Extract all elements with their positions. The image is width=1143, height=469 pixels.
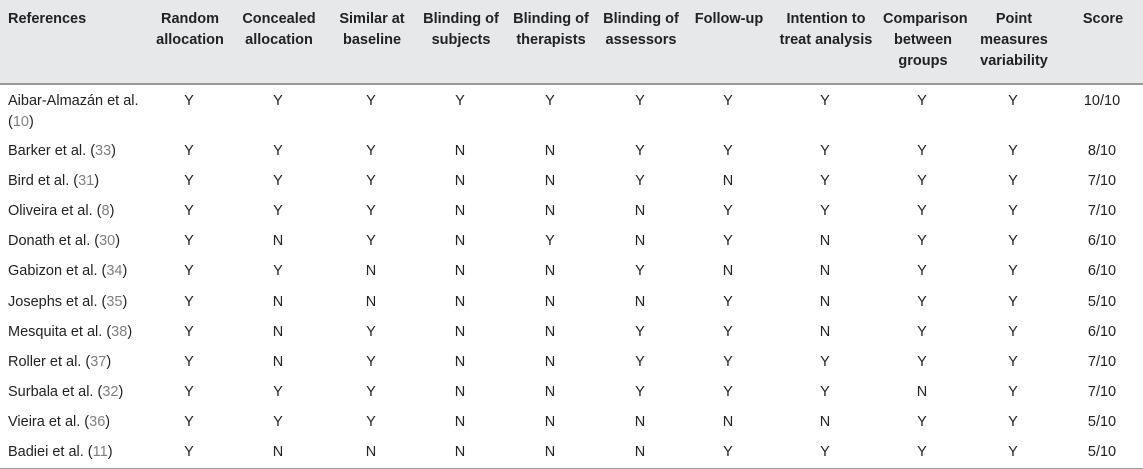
criterion-cell: Y bbox=[917, 93, 927, 109]
criterion-cell: Y bbox=[1008, 323, 1018, 340]
criterion-cell: Y bbox=[184, 384, 194, 401]
criterion-cell: N bbox=[454, 172, 466, 189]
criterion-cell: N bbox=[454, 414, 466, 431]
reference-cell: Bird et al. (31) bbox=[8, 172, 100, 189]
criterion-cell: N bbox=[544, 353, 556, 370]
author-name: Gabizon et al. bbox=[8, 263, 98, 280]
criterion-cell: Y bbox=[1008, 202, 1018, 219]
score-cell: 5/10 bbox=[1087, 414, 1117, 431]
criterion-cell: Y bbox=[917, 353, 927, 370]
criterion-cell: Y bbox=[723, 142, 733, 159]
reference-cell: Barker et al. (33) bbox=[8, 142, 117, 159]
criterion-cell: N bbox=[365, 293, 377, 310]
criterion-cell: N bbox=[634, 293, 646, 310]
criterion-cell: N bbox=[819, 414, 831, 431]
criterion-cell: Y bbox=[184, 202, 194, 219]
score-cell: 6/10 bbox=[1087, 233, 1117, 250]
score-cell: 8/10 bbox=[1087, 142, 1117, 159]
criterion-cell: N bbox=[272, 323, 284, 340]
criterion-cell: Y bbox=[723, 233, 733, 250]
criterion-cell: N bbox=[454, 384, 466, 401]
criterion-cell: N bbox=[634, 233, 646, 250]
author-name: Oliveira et al. bbox=[8, 202, 93, 219]
column-header: Point measures variability bbox=[965, 0, 1061, 84]
column-header: Score bbox=[1061, 0, 1143, 84]
criterion-cell: Y bbox=[635, 353, 645, 370]
criterion-cell: N bbox=[454, 202, 466, 219]
criterion-cell: Y bbox=[917, 323, 927, 340]
criterion-cell: Y bbox=[635, 384, 645, 401]
criterion-cell: Y bbox=[184, 263, 194, 280]
citation-link[interactable]: 10 bbox=[12, 114, 29, 130]
criterion-cell: Y bbox=[723, 293, 733, 310]
criterion-cell: Y bbox=[273, 263, 283, 280]
criterion-cell: N bbox=[544, 142, 556, 159]
citation-link[interactable]: 36 bbox=[89, 414, 106, 431]
criterion-cell: Y bbox=[1008, 384, 1018, 401]
criterion-cell: N bbox=[505, 438, 595, 468]
citation-link[interactable]: 31 bbox=[78, 172, 95, 189]
criterion-cell: Y bbox=[723, 353, 733, 370]
citation-link[interactable]: 11 bbox=[92, 444, 108, 461]
criterion-cell: Y bbox=[184, 93, 194, 109]
criterion-cell: N bbox=[544, 202, 556, 219]
criterion-cell: N bbox=[916, 384, 928, 401]
score-cell: 7/10 bbox=[1087, 353, 1117, 370]
criterion-cell: Y bbox=[917, 142, 927, 159]
table-row bbox=[0, 287, 1143, 317]
criterion-cell: N bbox=[819, 323, 831, 340]
criterion-cell: Y bbox=[635, 93, 645, 109]
author-name: Vieira et al. bbox=[8, 414, 81, 431]
citation-link[interactable]: 35 bbox=[106, 293, 123, 310]
column-header: Blinding of assessors bbox=[595, 0, 685, 84]
criterion-cell: Y bbox=[184, 233, 194, 250]
score-cell: 7/10 bbox=[1087, 172, 1117, 189]
author-name: Aibar-Almazán et al. bbox=[8, 93, 139, 109]
score-cell: 7/10 bbox=[1087, 202, 1117, 219]
citation-link[interactable]: 34 bbox=[106, 263, 123, 280]
author-name: Donath et al. bbox=[8, 233, 91, 250]
criterion-cell: Y bbox=[366, 233, 376, 250]
table-row bbox=[0, 227, 1143, 257]
column-header: Intention to treat analysis bbox=[771, 0, 879, 84]
criterion-cell: Y bbox=[635, 172, 645, 189]
criterion-cell: N bbox=[819, 263, 831, 280]
criterion-cell: N bbox=[454, 233, 466, 250]
criterion-cell: N bbox=[722, 414, 734, 431]
citation-link[interactable]: 30 bbox=[99, 233, 116, 250]
criterion-cell: Y bbox=[366, 384, 376, 401]
criterion-cell: Y bbox=[184, 293, 194, 310]
criterion-cell: Y bbox=[273, 142, 283, 159]
criterion-cell: Y bbox=[723, 384, 733, 401]
header-row bbox=[0, 0, 1143, 84]
criterion-cell: Y bbox=[545, 93, 555, 109]
author-name: Bird et al. bbox=[8, 172, 70, 189]
score-cell: 5/10 bbox=[1087, 293, 1117, 310]
criterion-cell: Y bbox=[917, 263, 927, 280]
column-header: Random allocation bbox=[149, 0, 229, 84]
criterion-cell: N bbox=[544, 323, 556, 340]
criterion-cell: N bbox=[819, 233, 831, 250]
table-row bbox=[0, 166, 1143, 196]
criterion-cell: N bbox=[544, 172, 556, 189]
table-row bbox=[0, 347, 1143, 377]
criterion-cell: Y bbox=[184, 172, 194, 189]
criterion-cell: Y bbox=[366, 414, 376, 431]
criterion-cell: Y bbox=[366, 353, 376, 370]
criterion-cell: Y bbox=[545, 233, 555, 250]
criterion-cell: Y bbox=[1008, 142, 1018, 159]
table-row bbox=[0, 378, 1143, 408]
citation-link[interactable]: 37 bbox=[90, 353, 107, 370]
column-header: Similar at baseline bbox=[327, 0, 415, 84]
reference-cell: Aibar-Almazán et al. (10) bbox=[8, 93, 139, 130]
criterion-cell: N bbox=[722, 263, 734, 280]
criterion-cell: N bbox=[454, 293, 466, 310]
author-name: Josephs et al. bbox=[8, 293, 98, 310]
author-name: Badiei et al. bbox=[8, 444, 84, 461]
criterion-cell: Y bbox=[635, 323, 645, 340]
criterion-cell: N bbox=[634, 414, 646, 431]
criterion-cell: N bbox=[272, 293, 284, 310]
criterion-cell: Y bbox=[771, 438, 879, 468]
reference-cell: Oliveira et al. (8) bbox=[8, 202, 115, 219]
citation-link[interactable]: 32 bbox=[102, 384, 119, 401]
criterion-cell: Y bbox=[1008, 293, 1018, 310]
criterion-cell: N bbox=[327, 438, 415, 468]
criterion-cell: N bbox=[819, 293, 831, 310]
citation-link[interactable]: 33 bbox=[95, 142, 112, 159]
reference-cell: Badiei et al. (11) bbox=[0, 438, 149, 468]
criterion-cell: Y bbox=[273, 384, 283, 401]
criterion-cell: Y bbox=[455, 93, 465, 109]
criterion-cell: Y bbox=[879, 438, 965, 468]
table-body bbox=[0, 84, 1143, 468]
column-header: Comparison between groups bbox=[879, 0, 965, 84]
criterion-cell: N bbox=[272, 233, 284, 250]
column-header: References bbox=[0, 0, 149, 84]
criterion-cell: Y bbox=[820, 202, 830, 219]
criterion-cell: Y bbox=[184, 414, 194, 431]
table-row bbox=[0, 136, 1143, 166]
author-name: Roller et al. bbox=[8, 353, 82, 370]
score-cell: 7/10 bbox=[1087, 384, 1117, 401]
criterion-cell: N bbox=[722, 172, 734, 189]
reference-cell: Josephs et al. (35) bbox=[8, 293, 128, 310]
criterion-cell: Y bbox=[149, 438, 229, 468]
criterion-cell: Y bbox=[1008, 93, 1018, 109]
reference-cell: Mesquita et al. (38) bbox=[8, 323, 133, 340]
table-header bbox=[0, 0, 1143, 84]
criterion-cell: Y bbox=[917, 172, 927, 189]
criterion-cell: Y bbox=[723, 93, 733, 109]
criterion-cell: Y bbox=[184, 142, 194, 159]
criterion-cell: Y bbox=[366, 93, 376, 109]
criterion-cell: N bbox=[454, 323, 466, 340]
criterion-cell: Y bbox=[917, 202, 927, 219]
score-cell: 10/10 bbox=[1083, 93, 1121, 109]
citation-link[interactable]: 8 bbox=[101, 202, 110, 219]
criterion-cell: Y bbox=[965, 438, 1061, 468]
criterion-cell: N bbox=[454, 142, 466, 159]
table-row bbox=[0, 408, 1143, 438]
criterion-cell: Y bbox=[273, 172, 283, 189]
reference-cell: Surbala et al. (32) bbox=[8, 384, 124, 401]
criterion-cell: Y bbox=[184, 353, 194, 370]
score-cell: 5/10 bbox=[1061, 438, 1143, 468]
reference-cell: Vieira et al. (36) bbox=[8, 414, 111, 431]
criterion-cell: Y bbox=[723, 323, 733, 340]
table-row bbox=[0, 196, 1143, 226]
author-name: Barker et al. bbox=[8, 142, 87, 159]
column-header: Blinding of therapists bbox=[505, 0, 595, 84]
criterion-cell: Y bbox=[1008, 172, 1018, 189]
criterion-cell: Y bbox=[273, 414, 283, 431]
criterion-cell: Y bbox=[366, 323, 376, 340]
criterion-cell: N bbox=[544, 384, 556, 401]
criterion-cell: Y bbox=[273, 93, 283, 109]
criterion-cell: Y bbox=[820, 384, 830, 401]
column-header: Follow-up bbox=[685, 0, 771, 84]
criterion-cell: Y bbox=[685, 438, 771, 468]
criterion-cell: N bbox=[454, 263, 466, 280]
criterion-cell: Y bbox=[917, 233, 927, 250]
criterion-cell: Y bbox=[1008, 414, 1018, 431]
reference-cell: Roller et al. (37) bbox=[8, 353, 112, 370]
criterion-cell: Y bbox=[366, 142, 376, 159]
table-row bbox=[0, 317, 1143, 347]
criterion-cell: N bbox=[454, 353, 466, 370]
criterion-cell: N bbox=[415, 438, 505, 468]
reference-cell: Donath et al. (30) bbox=[8, 233, 121, 250]
score-cell: 6/10 bbox=[1087, 263, 1117, 280]
table-row bbox=[0, 257, 1143, 287]
criterion-cell: N bbox=[544, 263, 556, 280]
criterion-cell: N bbox=[544, 293, 556, 310]
score-cell: 6/10 bbox=[1087, 323, 1117, 340]
criterion-cell: Y bbox=[366, 202, 376, 219]
criterion-cell: N bbox=[544, 414, 556, 431]
citation-link[interactable]: 38 bbox=[111, 323, 128, 340]
criterion-cell: N bbox=[595, 438, 685, 468]
reference-cell: Gabizon et al. (34) bbox=[8, 263, 128, 280]
criterion-cell: Y bbox=[820, 142, 830, 159]
author-name: Surbala et al. bbox=[8, 384, 94, 401]
criterion-cell: Y bbox=[917, 414, 927, 431]
table-row bbox=[0, 84, 1143, 136]
criterion-cell: Y bbox=[723, 202, 733, 219]
criterion-cell: N bbox=[272, 353, 284, 370]
table-row bbox=[0, 438, 1143, 468]
criterion-cell: Y bbox=[917, 293, 927, 310]
criterion-cell: Y bbox=[1008, 233, 1018, 250]
criterion-cell: Y bbox=[366, 172, 376, 189]
criterion-cell: Y bbox=[1008, 263, 1018, 280]
criterion-cell: Y bbox=[184, 323, 194, 340]
criterion-cell: N bbox=[634, 202, 646, 219]
criterion-cell: Y bbox=[820, 93, 830, 109]
criterion-cell: N bbox=[365, 263, 377, 280]
criterion-cell: Y bbox=[820, 172, 830, 189]
author-name: Mesquita et al. bbox=[8, 323, 103, 340]
criterion-cell: Y bbox=[635, 142, 645, 159]
criterion-cell: Y bbox=[273, 202, 283, 219]
criterion-cell: Y bbox=[635, 263, 645, 280]
column-header: Blinding of subjects bbox=[415, 0, 505, 84]
criterion-cell: Y bbox=[1008, 353, 1018, 370]
criterion-cell: N bbox=[229, 438, 327, 468]
criterion-cell: Y bbox=[820, 353, 830, 370]
column-header: Concealed allocation bbox=[229, 0, 327, 84]
